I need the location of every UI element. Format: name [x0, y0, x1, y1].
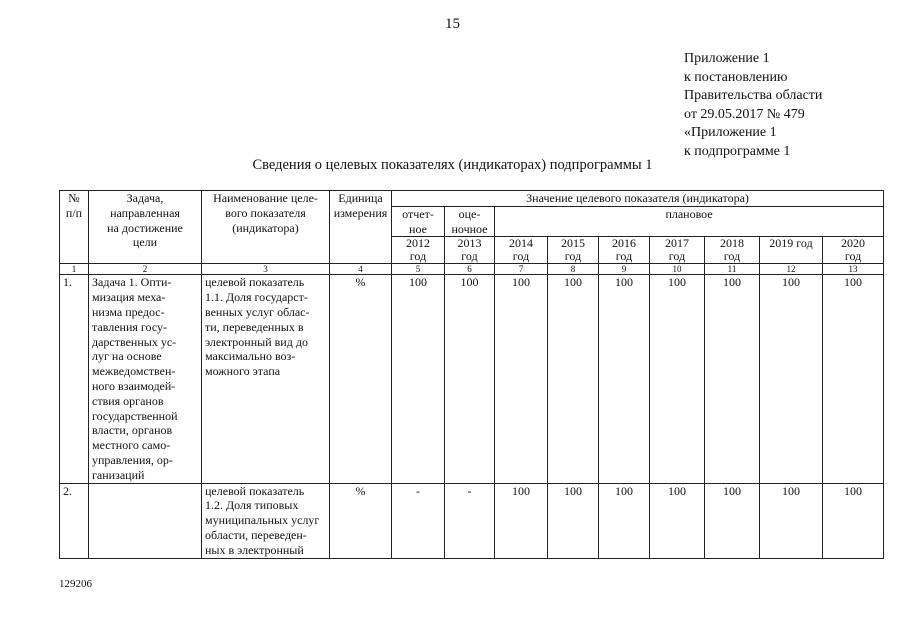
table-header-row: [60, 191, 884, 207]
column-number: 4: [330, 264, 392, 275]
row-value: 100: [495, 483, 548, 558]
column-number: 2: [89, 264, 202, 275]
header-indicator: Наименование целе- вого показателя (индикатора): [202, 191, 330, 264]
annex-line: Правительства области: [684, 88, 823, 104]
row-value: 100: [495, 275, 548, 483]
page-number: 15: [445, 16, 460, 32]
row-value: 100: [650, 275, 705, 483]
indicators-table: [59, 190, 884, 559]
row-unit: %: [330, 483, 392, 558]
header-unit: Единица измерения: [330, 191, 392, 264]
header-year: 2016 год: [599, 237, 650, 264]
row-value: 100: [650, 483, 705, 558]
header-reported: отчет- ное: [392, 206, 445, 237]
column-number: 7: [495, 264, 548, 275]
row-value: 100: [823, 275, 884, 483]
document-code: 129206: [59, 578, 92, 590]
column-number: 6: [445, 264, 495, 275]
column-number: 13: [823, 264, 884, 275]
header-task: Задача, направленная на достижение цели: [89, 191, 202, 264]
row-value: 100: [760, 483, 823, 558]
header-year: 2017 год: [650, 237, 705, 264]
annex-line: от 29.05.2017 № 479: [684, 106, 805, 122]
row-value: 100: [705, 483, 760, 558]
row-value: 100: [548, 483, 599, 558]
annex-line: Приложение 1: [684, 51, 770, 66]
row-value: 100: [599, 483, 650, 558]
document-title: Сведения о целевых показателях (индикаторах) подпрограммы 1: [252, 157, 653, 173]
column-number: 5: [392, 264, 445, 275]
row-value: 100: [445, 275, 495, 483]
header-value-group: Значение целевого показателя (индикатора): [392, 191, 884, 207]
row-task: Задача 1. Опти- мизация меха- низма предос- тавления госу- дарственных ус- луг на основе межведомствен- ного взаимодей- ствия органов государственной власти, органов местного само- управления, ор- ганизаций: [89, 275, 202, 483]
row-unit: %: [330, 275, 392, 483]
annex-heading: [684, 50, 822, 162]
annex-line: к постановлению: [684, 69, 788, 85]
row-value: -: [445, 483, 495, 558]
row-number: 1.: [60, 275, 89, 483]
header-year: 2013 год: [445, 237, 495, 264]
column-number: 1: [60, 264, 89, 275]
column-number: 11: [705, 264, 760, 275]
row-value: -: [392, 483, 445, 558]
table-row: [60, 275, 884, 483]
row-value: 100: [599, 275, 650, 483]
table-row: [60, 483, 884, 558]
header-year: 2020 год: [823, 237, 884, 264]
header-year: 2012 год: [392, 237, 445, 264]
row-value: 100: [705, 275, 760, 483]
column-number: 10: [650, 264, 705, 275]
column-number: 12: [760, 264, 823, 275]
annex-line: к подпрограмме 1: [684, 143, 791, 159]
row-value: 100: [760, 275, 823, 483]
row-indicator: целевой показатель 1.1. Доля государст- венных услуг облас- ти, переведенных в электронный вид до максимально воз- можного этапа: [202, 275, 330, 483]
header-num: № п/п: [60, 191, 89, 264]
header-year: 2018 год: [705, 237, 760, 264]
row-indicator: целевой показатель 1.2. Доля типовых муниципальных услуг области, переведен- ных в электронный: [202, 483, 330, 558]
column-number: 3: [202, 264, 330, 275]
row-value: 100: [548, 275, 599, 483]
header-planned: плановое: [495, 206, 884, 237]
column-number: 8: [548, 264, 599, 275]
row-task: [89, 483, 202, 558]
header-estimated: оце- ночное: [445, 206, 495, 237]
header-year: 2015 год: [548, 237, 599, 264]
row-value: 100: [392, 275, 445, 483]
column-number: 9: [599, 264, 650, 275]
annex-line: «Приложение 1: [684, 125, 777, 141]
header-year: 2019 год: [760, 237, 823, 264]
header-year: 2014 год: [495, 237, 548, 264]
row-number: 2.: [60, 483, 89, 558]
column-numbers-row: [60, 264, 884, 275]
row-value: 100: [823, 483, 884, 558]
